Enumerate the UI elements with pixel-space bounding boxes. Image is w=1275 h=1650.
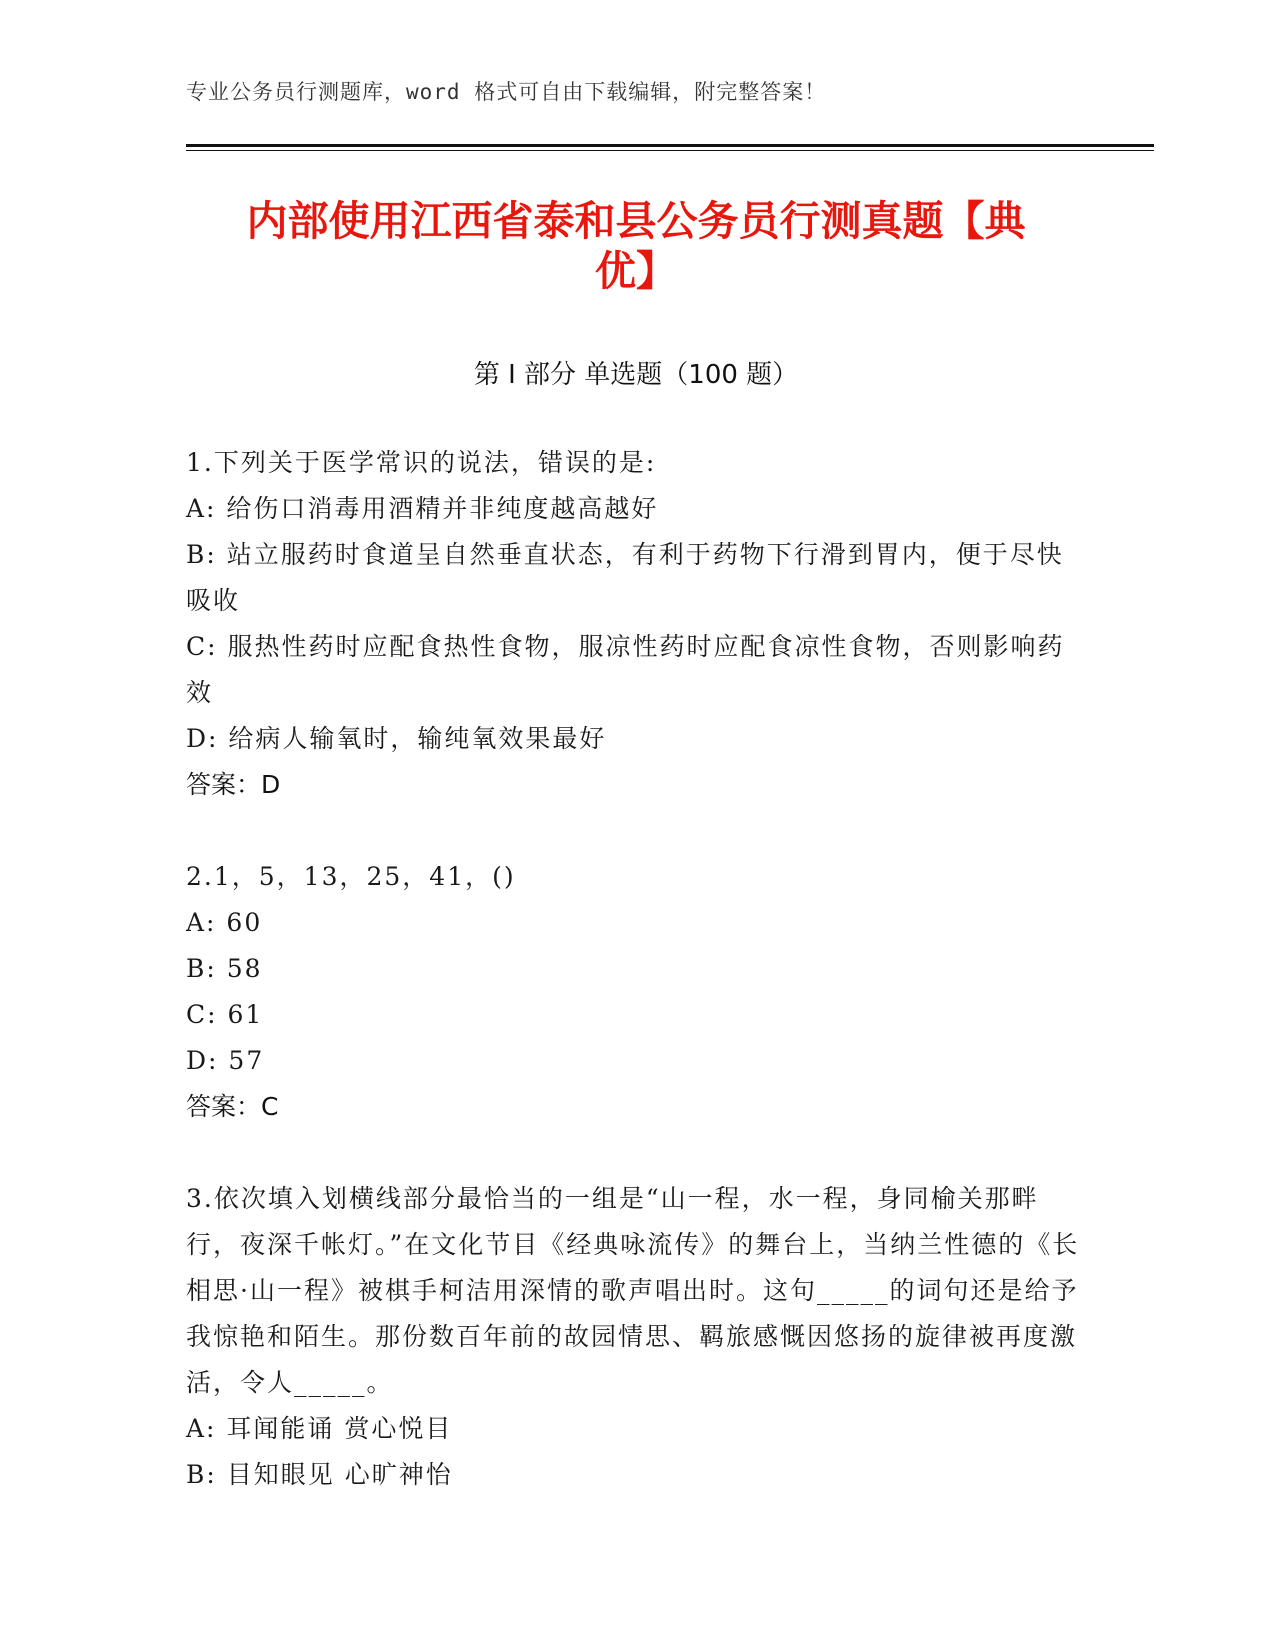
option-c: C: 服热性药时应配食热性食物，服凉性药时应配食凉性食物，否则影响药效 <box>186 632 1065 707</box>
section-heading: 第 I 部分 单选题（100 题） <box>473 360 799 390</box>
document-title-line-2: 优】 <box>595 247 677 295</box>
option-a: A: 60 <box>186 908 263 937</box>
option-d: D: 57 <box>186 1046 265 1075</box>
header-note: 专业公务员行测题库，word 格式可自由下载编辑，附完整答案！ <box>186 80 827 104</box>
option-c: C: 61 <box>186 1000 264 1029</box>
header-rule-thick <box>186 144 1154 147</box>
option-d: D: 给病人输氧时，输纯氧效果最好 <box>186 724 607 753</box>
question-stem: 3.依次填入划横线部分最恰当的一组是“山一程，水一程，身同榆关那畔行，夜深千帐灯。”在文化节目《经典咏流传》的舞台上，当纳兰性德的《长相思·山一程》被棋手柯洁用深情的歌声唱出时。这句_____的词句还是给予我惊艳和陌生。那份数百年前的故园情思、羁旅感慨因悠扬的旋律被再度激活，令人_____。 <box>186 1184 1080 1397</box>
document-title <box>186 196 1086 296</box>
question-3 <box>186 1176 1086 1498</box>
document-title-line-1: 内部使用江西省泰和县公务员行测真题【典 <box>246 197 1026 245</box>
question-2 <box>186 854 1086 1130</box>
question-list <box>186 440 1086 1544</box>
option-b: B: 58 <box>186 954 263 983</box>
answer: 答案：D <box>186 770 281 799</box>
header-rule-thin <box>186 150 1154 151</box>
option-b: B: 目知眼见 心旷神怡 <box>186 1460 453 1489</box>
question-stem: 1.下列关于医学常识的说法，错误的是: <box>186 448 657 477</box>
option-a: A: 给伤口消毒用酒精并非纯度越高越好 <box>186 494 659 523</box>
question-stem: 2.1，5，13，25，41，() <box>186 862 516 891</box>
option-b: B: 站立服药时食道呈自然垂直状态，有利于药物下行滑到胃内，便于尽快吸收 <box>186 540 1064 615</box>
option-a: A: 耳闻能诵 赏心悦目 <box>186 1414 453 1443</box>
answer: 答案：C <box>186 1092 279 1121</box>
question-1 <box>186 440 1086 808</box>
